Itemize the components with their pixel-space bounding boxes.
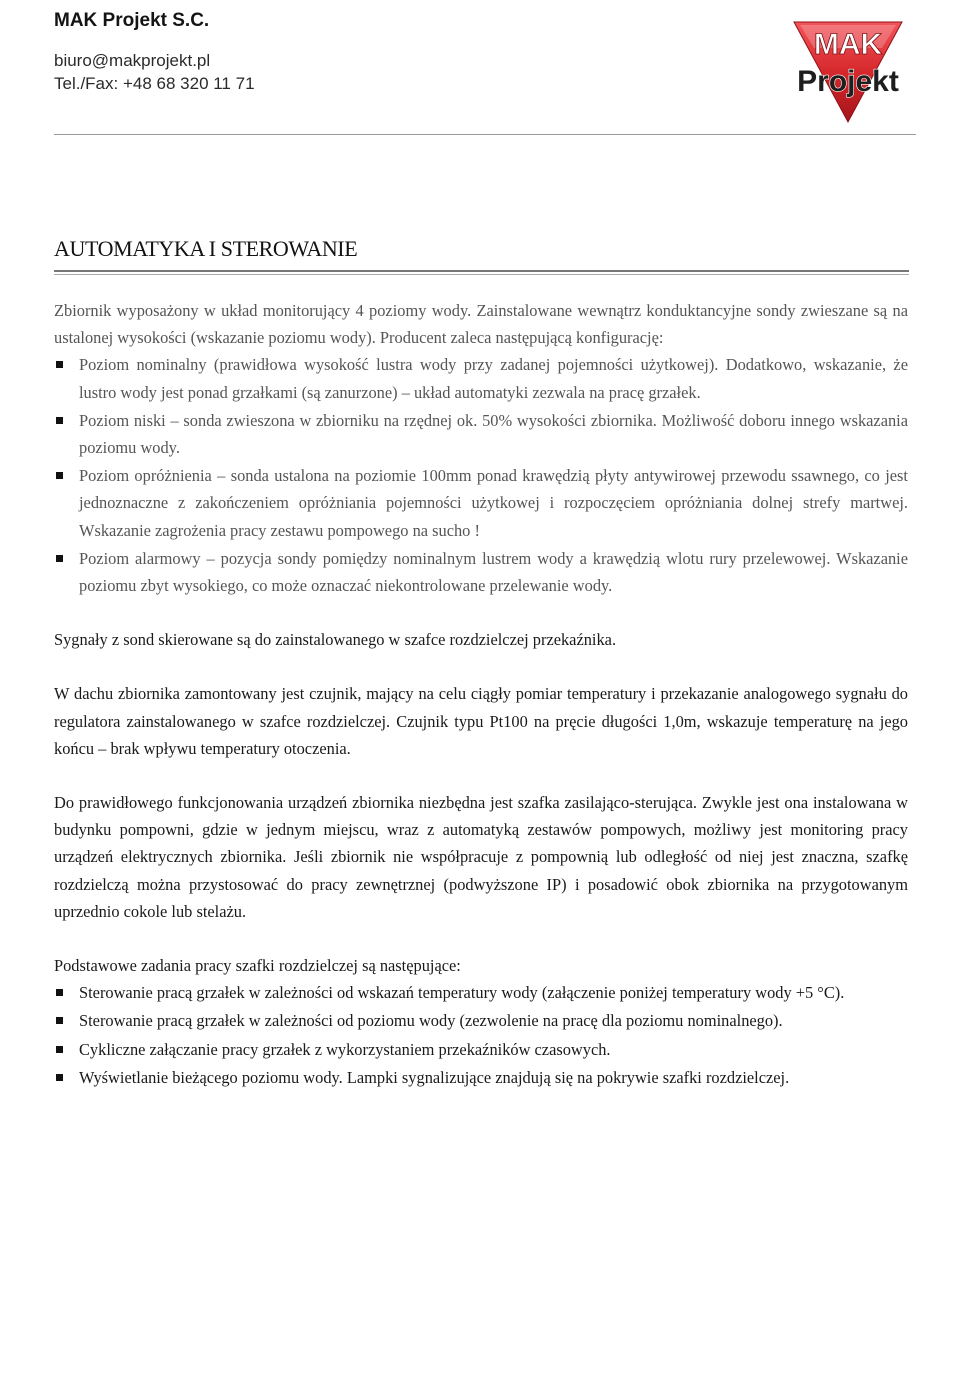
list-item xyxy=(54,1007,908,1034)
signals-paragraph: Sygnały z sond skierowane są do zainstalowanego w szafce rozdzielczej przekaźnika. xyxy=(54,630,617,650)
company-phone: Tel./Fax: +48 68 320 11 71 xyxy=(54,74,255,93)
bullet-icon xyxy=(56,555,63,562)
list-item xyxy=(54,351,908,405)
water-levels-list xyxy=(54,351,908,599)
list-item xyxy=(54,545,908,599)
logo-text-mak: MAK xyxy=(813,28,883,61)
list-item xyxy=(54,407,908,461)
bullet-icon xyxy=(56,1017,63,1024)
sensor-paragraph: W dachu zbiornika zamontowany jest czujnik, mający na celu ciągły pomiar temperatury i przekazanie analogowego sygnału do regulatora zainstalowanego w szafce rozdzielczej. Czujnik typu Pt100 na pręcie długości 1,0m, wskazuje temperaturę na jego końcu – brak wpływu temperatury otoczenia. xyxy=(54,684,908,758)
document-body xyxy=(54,297,908,1118)
list-item xyxy=(54,462,908,544)
bullet-icon xyxy=(56,1046,63,1053)
title-underline-thin xyxy=(54,274,909,275)
bullet-icon xyxy=(56,361,63,368)
list-item xyxy=(54,1036,908,1063)
logo-text-projekt: Projekt xyxy=(797,65,899,98)
section-title: AUTOMATYKA I STEROWANIE xyxy=(54,236,358,261)
tasks-list xyxy=(54,979,908,1091)
list-item-text: Poziom niski – sonda zwieszona w zbiorniku na rzędnej ok. 50% wysokości zbiornika. Możliwość doboru innego wskazania poziomu wody. xyxy=(79,410,908,458)
intro-paragraph: Zbiornik wyposażony w układ monitorujący 4 poziomy wody. Zainstalowane wewnątrz konduktancyjne sondy zwieszane są na ustalonej wysokości (wskazanie poziomu wody). Producent zaleca następującą konfigurację: xyxy=(54,301,908,348)
bullet-icon xyxy=(56,989,63,996)
list-item-text: Poziom alarmowy – pozycja sondy pomiędzy nominalnym lustrem wody a krawędzią wlotu rury przelewowej. Wskazanie poziomu zbyt wysokiego, co może oznaczać niekontrolowane przelewanie wody. xyxy=(79,548,908,596)
list-item-text: Sterowanie pracą grzałek w zależności od wskazań temperatury wody (załączenie poniżej temperatury wody +5 °C). xyxy=(79,983,845,1003)
bullet-icon xyxy=(56,472,63,479)
cabinet-paragraph: Do prawidłowego funkcjonowania urządzeń zbiornika niezbędna jest szafka zasilająco-sterująca. Zwykle jest ona instalowana w budynku pompowni, gdzie w jednym miejscu, wraz z automatyką zestawów pompowych, możliwy jest monitoring pracy urządzeń elektrycznych zbiornika. Jeśli zbiornik nie współpracuje z pompownią lub odległość od niej jest znaczna, szafkę rozdzielczą można przystosować do pracy zewnętrznej (podwyższone IP) i posadowić obok zbiornika na przygotowanym uprzednio cokole lub stelażu. xyxy=(54,793,908,921)
list-item xyxy=(54,1064,908,1091)
title-underline xyxy=(54,270,909,272)
company-email: biuro@makprojekt.pl xyxy=(54,51,211,70)
bullet-icon xyxy=(56,417,63,424)
header-divider xyxy=(54,134,916,135)
list-item xyxy=(54,979,908,1006)
list-item-text: Sterowanie pracą grzałek w zależności od poziomu wody (zezwolenie na pracę dla poziomu nominalnego). xyxy=(79,1011,783,1031)
mak-projekt-logo xyxy=(786,18,910,126)
list-item-text: Cykliczne załączanie pracy grzałek z wykorzystaniem przekaźników czasowych. xyxy=(79,1039,611,1059)
list-item-text: Poziom nominalny (prawidłowa wysokość lustra wody przy zadanej pojemności użytkowej). Dodatkowo, wskazanie, że lustro wody jest ponad grzałkami (są zanurzone) – układ automatyki zezwala na pracę grzałek. xyxy=(79,355,908,402)
company-name: MAK Projekt S.C. xyxy=(54,10,210,31)
list-item-text: Wyświetlanie bieżącego poziomu wody. Lampki sygnalizujące znajdują się na pokrywie szafki rozdzielczej. xyxy=(79,1067,790,1087)
tasks-intro: Podstawowe zadania pracy szafki rozdzielczej są następujące: xyxy=(54,956,461,976)
bullet-icon xyxy=(56,1074,63,1081)
list-item-text: Poziom opróżnienia – sonda ustalona na poziomie 100mm ponad krawędzią płyty antywirowej przewodu ssawnego, co jest jednoznaczne z zakończeniem opróżniania pojemności użytkowej i rozpoczęciem opróżniania dolnej strefy martwej. Wskazanie zagrożenia pracy zestawu pompowego na sucho ! xyxy=(79,466,908,540)
